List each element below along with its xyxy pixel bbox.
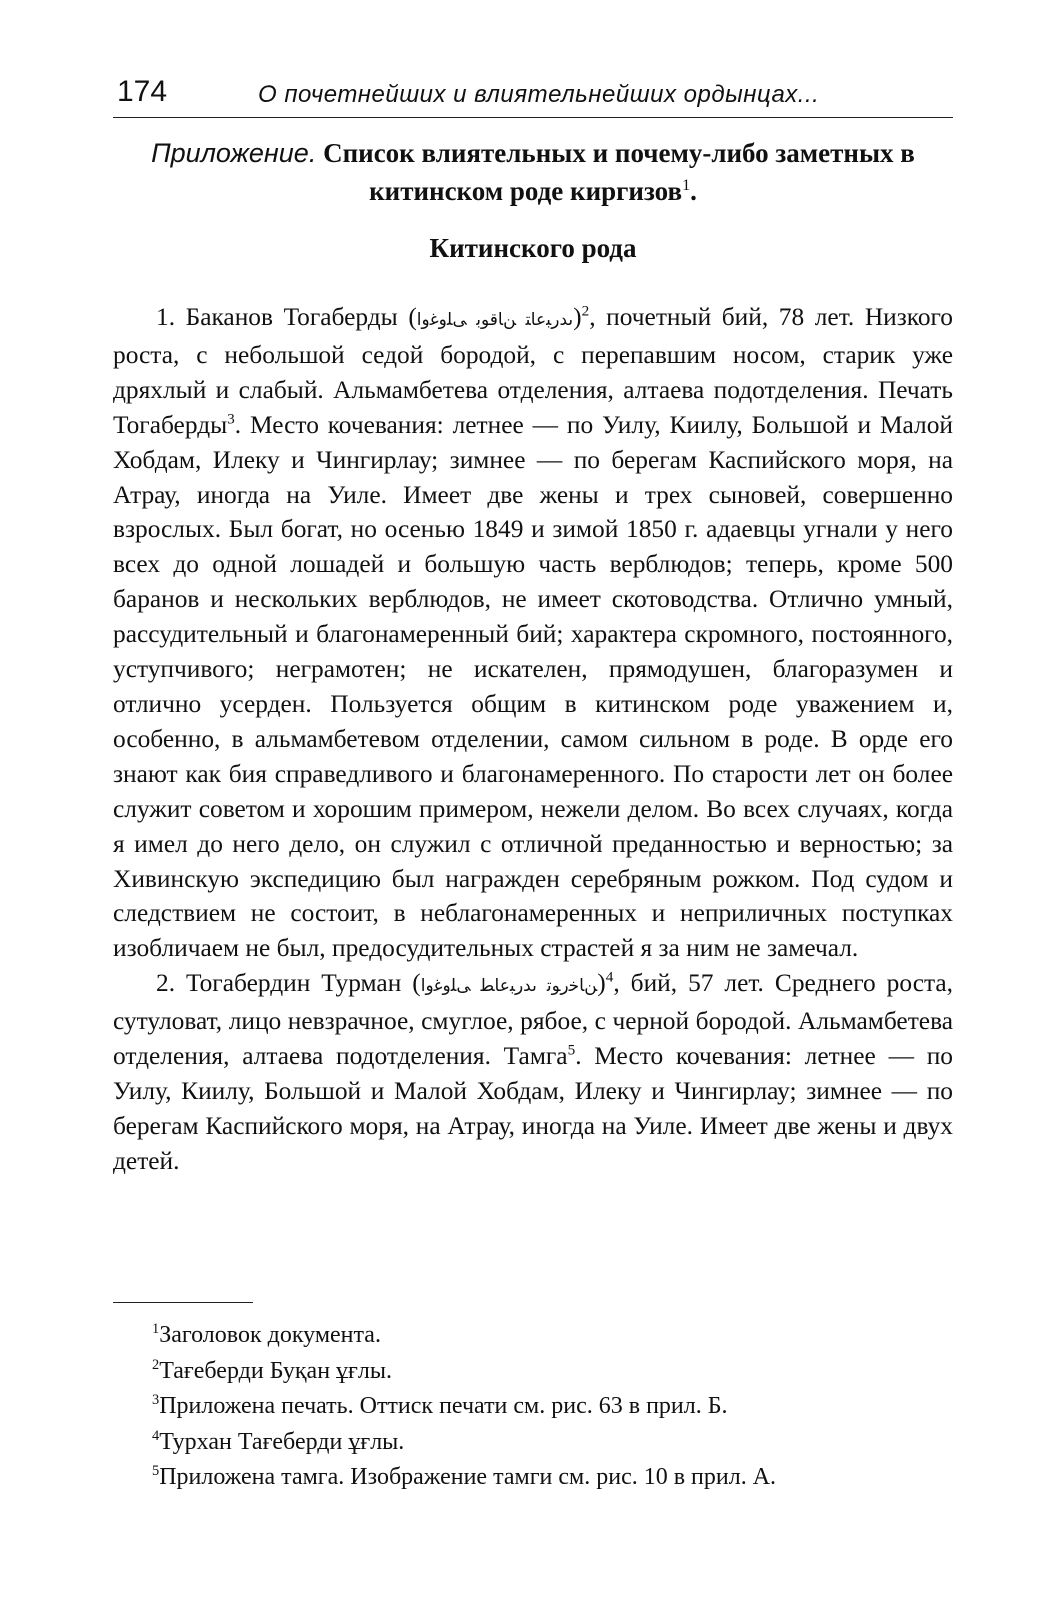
body-text	[113, 300, 953, 1179]
footnote-divider	[113, 1302, 253, 1303]
footnote-ref: 5	[567, 1041, 576, 1059]
footnote-ref: 1	[682, 176, 691, 194]
footnote-number: 4	[152, 1427, 160, 1444]
arabic-name: ﯨﺪﺭﺒﻋﺎﺘ ﻦﺎﻗﻮﺑ ﻰﻠﻭﻏﻭا	[416, 310, 574, 330]
footnote	[152, 1460, 952, 1496]
entry-text: , бий, 57 лет. Среднего роста, сутуловат, лицо невзрачное, смуглое, рябое, с черной бородой. Альмамбетева отделения, алтаева подотделения. Тамга	[113, 969, 953, 1071]
entry-paren: )	[573, 303, 582, 331]
footnote-text: Тағеберди Буқан ұғлы.	[159, 1357, 392, 1384]
footnote-text: Заголовок документа.	[159, 1322, 381, 1348]
footnote-number: 5	[152, 1463, 160, 1479]
footnote	[152, 1354, 952, 1390]
footnote-text: Приложена тамга. Изображение тамги см. рис. 10 в прил. А.	[159, 1464, 777, 1490]
footnote	[152, 1425, 952, 1461]
appendix-main-title: Список влиятельных и почему-либо заметных в китинском роде киргизов	[323, 138, 915, 206]
entry-text: . Место кочевания: летнее — по Уилу, Киилу, Большой и Малой Хобдам, Илеку и Чингирлау; зимнее — по берегам Каспийского моря, на Атрау, иногда на Уиле. Имеет две жены и трех сыновей, совершенно взрослых. Был богат, но осенью 1849 и зимой 1850 г. адаевцы угнали у него всех до одной лошадей и большую часть верблюдов; теперь, кроме 500 баранов и нескольких верблюдов, не имеет скотоводства. Отлично умный, рассудительный и благонамеренный бий; характера скромного, постоянного, уступчивого; неграмотен; не искателен, прямодушен, благоразумен и отлично усерден. Пользуется общим в китинском роде уважением и, особенно, в альмамбетевом отделении, самом сильном в роде. В орде его знают как бия справедливого и благонамеренного. По старости лет он более служит советом и хорошим примером, нежели делом. Во всех случаях, когда я имел до него дело, он служил с отличной преданностью и верностью; за Хивинскую экспедицию был награжден серебряным рожком. Под судом и следствием не состоит, в неблагонамеренных и неприличных поступках изобличаем не был, предосудительных страстей я за ним не замечал.	[113, 410, 953, 963]
footnote-number: 1	[152, 1321, 160, 1337]
entry-lead: 2. Тогабердин Турман (	[156, 969, 421, 998]
footnote-number: 2	[152, 1356, 160, 1373]
footnote	[152, 1389, 952, 1425]
footnote-text: Приложена печать. Оттиск печати см. рис. 63 в прил. Б.	[159, 1393, 728, 1419]
entry-text: . Место кочевания: летнее — по Уилу, Киилу, Большой и Малой Хобдам, Илеку и Чингирлау; зимнее — по берегам Каспийского моря, на Атрау, иногда на Уиле. Имеет две жены и двух детей.	[113, 1042, 953, 1175]
footnote-ref: 2	[581, 302, 590, 320]
entry-paragraph	[113, 300, 953, 966]
footnote-text: Турхан Тағеберди ұғлы.	[159, 1428, 405, 1455]
footnote	[152, 1318, 952, 1354]
section-heading: Китинского рода	[429, 233, 637, 263]
footnote-ref: 3	[227, 410, 235, 428]
page-number: 174	[117, 75, 168, 108]
entry-text: , почетный бий, 78 лет. Низкого роста, с небольшой седой бородой, с перепавшим носом, старик уже дряхлый и слабый. Альмамбетева отделения, алтаева подотделения. Печать Тогаберды	[113, 303, 953, 439]
entry-lead: 1. Баканов Тогаберды (	[156, 303, 417, 331]
appendix-title: Приложение. Список влиятельных и почему-либо заметных в китинском роде киргизов$^1$.	[151, 138, 915, 206]
arabic-name: ﻦﺎﺧﺭﻮﺗ ﯨﺪﺭﺒﻋﺎﻄ ﻰﻠﻭﻏﻭا	[420, 976, 598, 997]
running-header	[113, 73, 953, 118]
footnote-ref: 4	[605, 968, 614, 986]
entry-paragraph	[113, 966, 953, 1178]
entry-paren: )	[597, 969, 606, 998]
footnote-number: 3	[152, 1392, 160, 1408]
footnotes	[152, 1318, 952, 1496]
appendix-label: Приложение.	[151, 138, 317, 168]
running-title: О почетнейших и влиятельнейших ордынцах...	[258, 81, 820, 108]
